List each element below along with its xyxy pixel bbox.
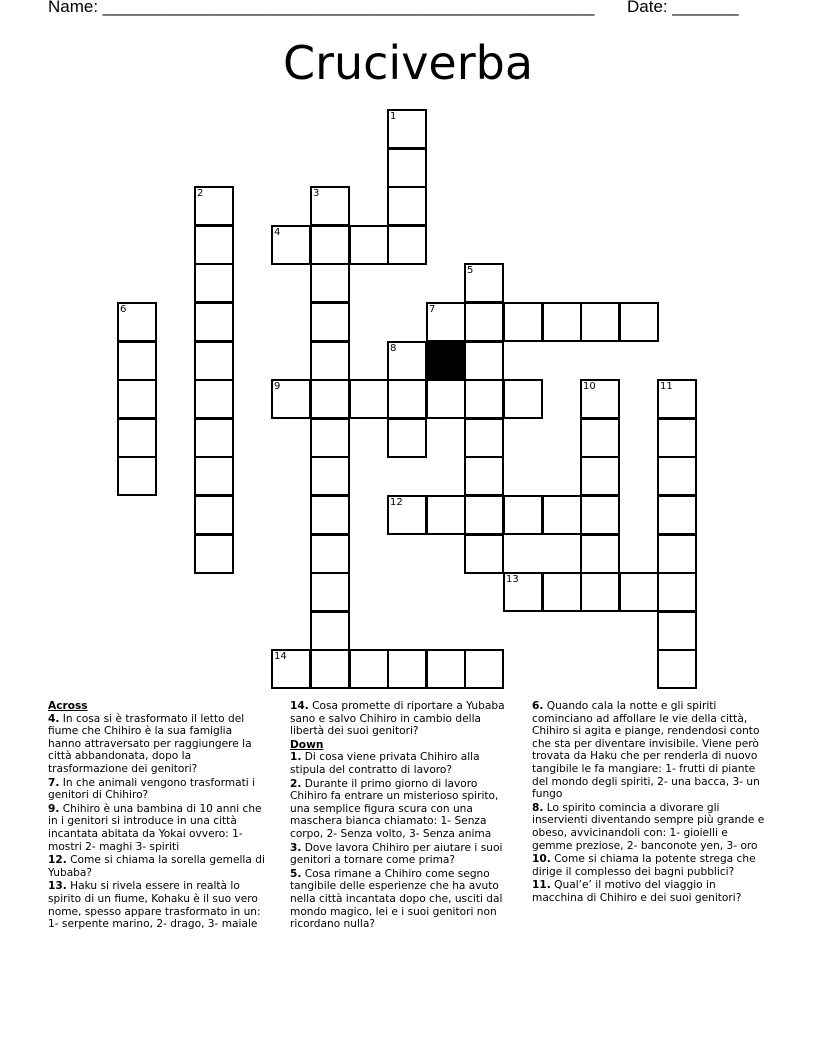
crossword-cell[interactable]: [117, 379, 157, 419]
name-field[interactable]: Name: ____________________________________________________: [48, 0, 595, 16]
clue-number: 5: [467, 265, 474, 276]
crossword-cell[interactable]: [426, 495, 466, 535]
down-heading: Down: [290, 738, 324, 751]
clue-text: Quando cala la notte e gli spiriti cominciano ad affollare le vie della città, Chihiro si agita e piange, rendendosi conto che sta per diventare invisibile. Viene però trovata da Haku che per renderla di nuovo tangibile le fa mangiare: 1- frutti di piante del mondo degli spiriti, 2- una bacca, 3- un fungo: [532, 700, 760, 801]
crossword-cell[interactable]: [349, 379, 389, 419]
crossword-block: [426, 341, 466, 381]
clue-number: 7: [429, 304, 436, 315]
crossword-cell[interactable]: [387, 186, 427, 226]
clue-number: 4: [274, 227, 281, 238]
clue-number: 10.: [532, 853, 551, 866]
clue: [290, 700, 514, 738]
crossword-cell[interactable]: [464, 649, 504, 689]
crossword-cell[interactable]: [310, 341, 350, 381]
clue-text: Lo spirito comincia a divorare gli inservienti diventando sempre più grande e obeso, avvicinandoli con: 1- gioielli e gemme preziose, 2- banconote yen, 3- oro: [532, 801, 765, 852]
crossword-cell[interactable]: [657, 418, 697, 458]
across-heading: Across: [48, 700, 88, 712]
clue-number: 7.: [48, 776, 60, 789]
clue-number: 1.: [290, 751, 302, 764]
clue-number: 3: [313, 188, 320, 199]
crossword-cell[interactable]: [310, 534, 350, 574]
crossword-cell[interactable]: [194, 225, 234, 265]
crossword-cell[interactable]: [542, 495, 582, 535]
crossword-cell[interactable]: [310, 186, 350, 226]
crossword-cell[interactable]: [310, 263, 350, 303]
crossword-cell[interactable]: [657, 456, 697, 496]
page-title: Cruciverba: [282, 36, 534, 90]
crossword-cell[interactable]: [464, 263, 504, 303]
crossword-cell[interactable]: [387, 418, 427, 458]
crossword-cell[interactable]: [310, 456, 350, 496]
crossword-cell[interactable]: [194, 379, 234, 419]
clue: [290, 778, 514, 841]
clue-number: 1: [390, 111, 397, 122]
clue-number: 12.: [48, 854, 67, 867]
clue: [290, 868, 514, 931]
clue-number: 11.: [532, 879, 551, 892]
clue-number: 5.: [290, 867, 302, 880]
crossword-cell[interactable]: [580, 418, 620, 458]
clue-text: Chihiro è una bambina di 10 anni che in i genitori si introduce in una città incantata abitata da Yokai ovvero: 1- mostri 2- maghi 3- spiriti: [48, 802, 262, 853]
clue-text: Cosa promette di riportare a Yubaba sano e salvo Chihiro in cambio della libertà dei suoi genitori?: [290, 700, 505, 738]
crossword-cell[interactable]: [426, 379, 466, 419]
crossword-cell[interactable]: [657, 534, 697, 574]
across-clue-list-continued: [290, 700, 514, 738]
clue-text: Dove lavora Chihiro per aiutare i suoi genitori a tornare come prima?: [290, 841, 503, 867]
clue: [532, 879, 768, 904]
crossword-cell[interactable]: [194, 534, 234, 574]
clue: [532, 700, 768, 801]
crossword-cell[interactable]: [194, 418, 234, 458]
clue-number: 14.: [290, 700, 309, 712]
crossword-cell[interactable]: [387, 148, 427, 188]
clue-number: 11: [660, 381, 673, 392]
clue-number: 13.: [48, 880, 67, 893]
crossword-cell[interactable]: [580, 572, 620, 612]
crossword-cell[interactable]: [117, 456, 157, 496]
crossword-cell[interactable]: [310, 379, 350, 419]
crossword-cell[interactable]: [194, 495, 234, 535]
crossword-cell[interactable]: [117, 302, 157, 342]
crossword-cell[interactable]: [310, 418, 350, 458]
clue: [48, 803, 266, 853]
clue-number: 9: [274, 381, 281, 392]
clue-number: 8.: [532, 801, 544, 814]
clue-number: 2.: [290, 777, 302, 790]
crossword-cell[interactable]: [542, 572, 582, 612]
clue-text: In che animali vengono trasformati i genitori di Chihiro?: [48, 776, 256, 802]
clue-text: Cosa rimane a Chihiro come segno tangibile delle esperienze che ha avuto nella città incantata dopo che, usciti dal mondo magico, lei e i suoi genitori non ricordano nulla?: [290, 867, 503, 931]
clue-number: 10: [583, 381, 596, 392]
clue: [48, 713, 266, 776]
clue-text: Haku si rivela essere in realtà lo spirito di un fiume, Kohaku è il suo vero nome, spesso appare trasformato in un: 1- serpente marino, 2- drago, 3- maiale: [48, 880, 261, 931]
crossword-cell[interactable]: [349, 225, 389, 265]
crossword-cell[interactable]: [503, 379, 543, 419]
clue: [290, 842, 514, 867]
crossword-cell[interactable]: [387, 109, 427, 149]
crossword-cell[interactable]: [464, 341, 504, 381]
crossword-cell[interactable]: [580, 534, 620, 574]
crossword-cell[interactable]: [464, 379, 504, 419]
date-field[interactable]: Date: _______: [627, 0, 739, 16]
crossword-cell[interactable]: [464, 456, 504, 496]
clue-text: Come si chiama la sorella gemella di Yubaba?: [48, 854, 265, 879]
crossword-cell[interactable]: [580, 495, 620, 535]
crossword-cell[interactable]: [580, 379, 620, 419]
crossword-cell[interactable]: [387, 379, 427, 419]
down-clue-list-continued: [532, 700, 768, 905]
clue-number: 6.: [532, 700, 544, 712]
crossword-cell[interactable]: [657, 572, 697, 612]
across-clue-list: [48, 713, 266, 931]
crossword-cell[interactable]: [503, 495, 543, 535]
crossword-cell[interactable]: [349, 649, 389, 689]
clue-number: 13: [506, 574, 519, 585]
clue: [48, 854, 266, 879]
crossword-cell[interactable]: [580, 456, 620, 496]
crossword-cell[interactable]: [194, 456, 234, 496]
clue-number: 8: [390, 343, 397, 354]
clue-text: Di cosa viene privata Chihiro alla stipula del contratto di lavoro?: [290, 751, 480, 776]
crossword-cell[interactable]: [387, 341, 427, 381]
crossword-cell[interactable]: [117, 418, 157, 458]
crossword-cell[interactable]: [194, 302, 234, 342]
crossword-cell[interactable]: [657, 611, 697, 651]
crossword-cell[interactable]: [464, 418, 504, 458]
crossword-cell[interactable]: [580, 302, 620, 342]
clue-text: In cosa si è trasformato il letto del fiume che Chihiro è la sua famiglia hanno attraversato per raggiungere la città abbandonata, dopo la trasformazione dei genitori?: [48, 712, 252, 775]
crossword-cell[interactable]: [117, 341, 157, 381]
clues-column-2: [290, 700, 514, 932]
crossword-cell[interactable]: [464, 302, 504, 342]
crossword-cell[interactable]: [310, 495, 350, 535]
crossword-cell[interactable]: [657, 379, 697, 419]
crossword-cell[interactable]: [271, 379, 311, 419]
crossword-cell[interactable]: [503, 572, 543, 612]
crossword-cell[interactable]: [310, 611, 350, 651]
clue: [48, 777, 266, 802]
clue-number: 6: [120, 304, 127, 315]
crossword-cell[interactable]: [194, 186, 234, 226]
clue: [48, 880, 266, 930]
crossword-cell[interactable]: [464, 534, 504, 574]
crossword-cell[interactable]: [387, 225, 427, 265]
crossword-cell[interactable]: [387, 649, 427, 689]
crossword-cell[interactable]: [310, 572, 350, 612]
crossword-cell[interactable]: [310, 649, 350, 689]
clue: [290, 751, 514, 776]
clue-number: 12: [390, 497, 403, 508]
crossword-cell[interactable]: [464, 495, 504, 535]
crossword-cell[interactable]: [271, 225, 311, 265]
crossword-cell[interactable]: [310, 302, 350, 342]
clue-text: Come si chiama la potente strega che dirige il complesso dei bagni pubblici?: [532, 853, 756, 878]
crossword-cell[interactable]: [503, 302, 543, 342]
clue-number: 9.: [48, 802, 60, 815]
down-clue-list: [290, 751, 514, 930]
crossword-cell[interactable]: [657, 495, 697, 535]
clue-text: Durante il primo giorno di lavoro Chihiro fa entrare un misterioso spirito, una semplice figura scura con una maschera bianca chiamato: 1- Senza corpo, 2- Senza volto, 3- Senza anima: [290, 777, 499, 840]
crossword-cell[interactable]: [194, 341, 234, 381]
crossword-cell[interactable]: [542, 302, 582, 342]
crossword-cell[interactable]: [271, 649, 311, 689]
clue: [532, 802, 768, 852]
crossword-cell[interactable]: [387, 495, 427, 535]
crossword-cell[interactable]: [194, 263, 234, 303]
crossword-cell[interactable]: [619, 302, 659, 342]
crossword-cell[interactable]: [310, 225, 350, 265]
crossword-cell[interactable]: [426, 649, 466, 689]
clues-column-1: [48, 700, 266, 932]
crossword-cell[interactable]: [619, 572, 659, 612]
crossword-cell[interactable]: [657, 649, 697, 689]
crossword-cell[interactable]: [426, 302, 466, 342]
clue-text: Qual’e’ il motivo del viaggio in macchina di Chihiro e dei suoi genitori?: [532, 879, 742, 904]
clue-number: 4.: [48, 712, 60, 725]
clue-number: 2: [197, 188, 204, 199]
clue-number: 3.: [290, 841, 302, 854]
clue: [532, 853, 768, 878]
clue-number: 14: [274, 651, 287, 662]
clues-column-3: [532, 700, 768, 906]
